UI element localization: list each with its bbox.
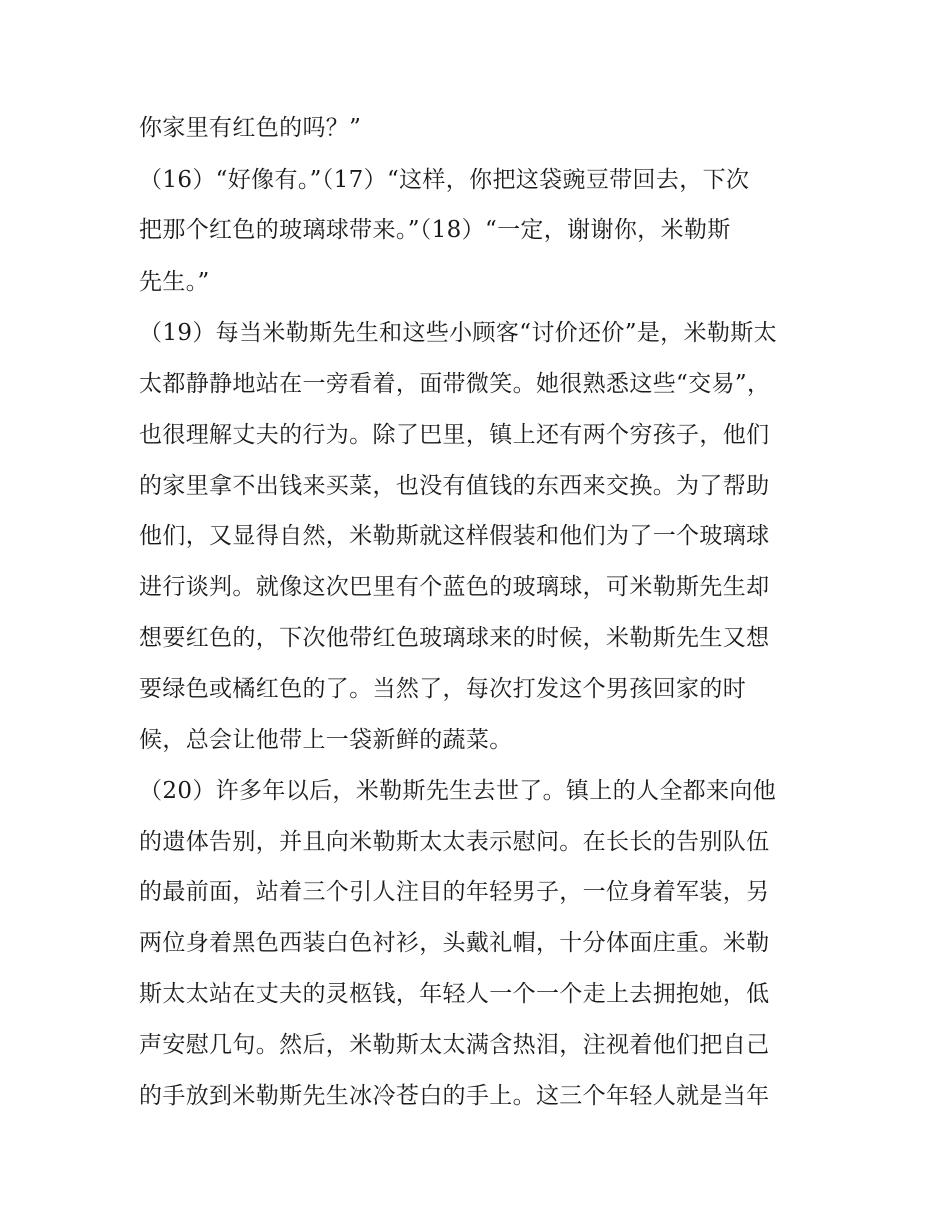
text-line: 的家里拿不出钱来买菜，也没有值钱的东西来交换。为了帮助 xyxy=(139,473,770,499)
text-line: 两位身着黑色西装白色衬衫，头戴礼帽，十分体面庄重。米勒 xyxy=(139,930,770,956)
text-line: 也很理解丈夫的行为。除了巴里，镇上还有两个穷孩子，他们 xyxy=(139,422,770,448)
text-line: （16）“好像有。”（17）“这样，你把这袋豌豆带回去，下次 xyxy=(139,167,750,193)
text-line: 想要红色的，下次他带红色玻璃球来的时候，米勒斯先生又想 xyxy=(139,625,770,651)
text-line: 他们，又显得自然，米勒斯就这样假装和他们为了一个玻璃球 xyxy=(139,523,770,549)
text-line: 斯太太站在丈夫的灵柩钱，年轻人一个一个走上去拥抱她，低 xyxy=(139,981,770,1007)
text-line: 的最前面，站着三个引人注目的年轻男子，一位身着军装，另 xyxy=(139,879,770,905)
text-line: 要绿色或橘红色的了。当然了，每次打发这个男孩回家的时 xyxy=(139,676,747,702)
text-line: 候，总会让他带上一袋新鲜的蔬菜。 xyxy=(139,727,513,753)
text-line: 进行谈判。就像这次巴里有个蓝色的玻璃球，可米勒斯先生却 xyxy=(139,574,770,600)
text-line: 把那个红色的玻璃球带来。”（18）“一定，谢谢你，米勒斯 xyxy=(139,217,731,243)
text-line: 的手放到米勒斯先生冰冷苍白的手上。这三个年轻人就是当年 xyxy=(139,1083,770,1109)
text-line: 太都静静地站在一旁看着，面带微笑。她很熟悉这些“交易”， xyxy=(139,371,771,397)
text-line: （20）许多年以后，米勒斯先生去世了。镇上的人全都来向他 xyxy=(139,778,777,804)
text-line: 先生。” xyxy=(139,269,210,295)
text-line: 你家里有红色的吗？” xyxy=(139,115,362,141)
text-line: （19）每当米勒斯先生和这些小顾客“讨价还价”是，米勒斯太 xyxy=(139,320,777,346)
text-line: 的遗体告别，并且向米勒斯太太表示慰问。在长长的告别队伍 xyxy=(139,829,770,855)
text-line: 声安慰几句。然后，米勒斯太太满含热泪，注视着他们把自己 xyxy=(139,1032,770,1058)
